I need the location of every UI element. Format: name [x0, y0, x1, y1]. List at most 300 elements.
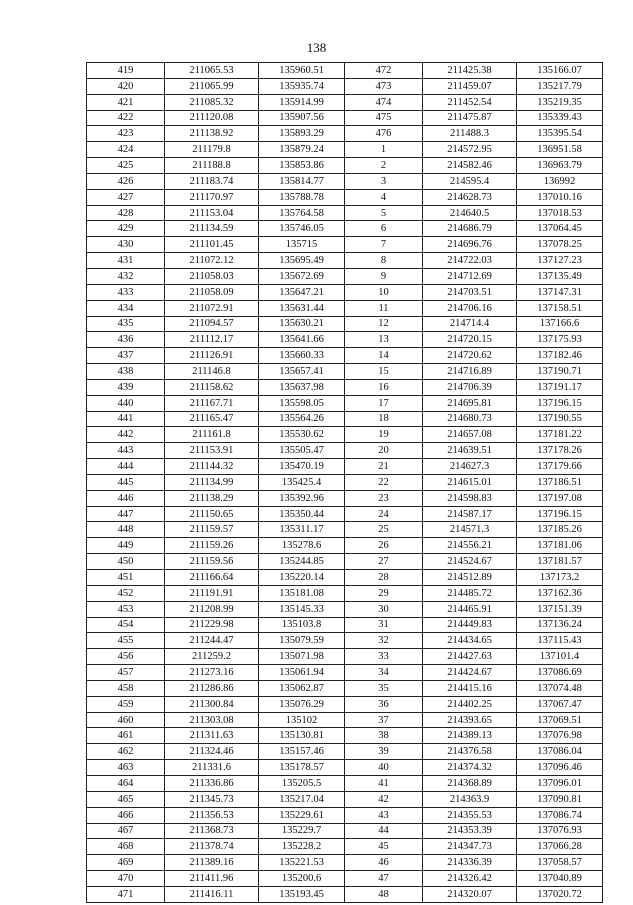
- x-coordinate-cell: 214449.83: [423, 617, 517, 633]
- x-coordinate-cell: 211259.2: [165, 649, 259, 665]
- x-coordinate-cell: 214639.51: [423, 443, 517, 459]
- x-coordinate-cell: 211345.73: [165, 791, 259, 807]
- point-number-cell: 461: [87, 728, 165, 744]
- point-number-cell: 15: [345, 364, 423, 380]
- point-number-cell: 36: [345, 696, 423, 712]
- table-row: [87, 807, 603, 823]
- x-coordinate-cell: 214627.3: [423, 459, 517, 475]
- point-number-cell: 12: [345, 316, 423, 332]
- y-coordinate-cell: 137020.72: [517, 886, 603, 902]
- point-number-cell: 440: [87, 395, 165, 411]
- x-coordinate-cell: 211138.92: [165, 126, 259, 142]
- point-number-cell: 476: [345, 126, 423, 142]
- table-row: [87, 348, 603, 364]
- point-number-cell: 454: [87, 617, 165, 633]
- y-coordinate-cell: 135660.33: [259, 348, 345, 364]
- table-row: [87, 189, 603, 205]
- y-coordinate-cell: 135879.24: [259, 142, 345, 158]
- y-coordinate-cell: 135217.79: [517, 78, 603, 94]
- point-number-cell: 16: [345, 379, 423, 395]
- point-number-cell: 45: [345, 839, 423, 855]
- y-coordinate-cell: 137090.81: [517, 791, 603, 807]
- y-coordinate-cell: 135630.21: [259, 316, 345, 332]
- table-row: [87, 680, 603, 696]
- y-coordinate-cell: 135350.44: [259, 506, 345, 522]
- table-row: [87, 712, 603, 728]
- y-coordinate-cell: 137010.16: [517, 189, 603, 205]
- x-coordinate-cell: 211159.26: [165, 538, 259, 554]
- x-coordinate-cell: 211153.91: [165, 443, 259, 459]
- table-row: [87, 696, 603, 712]
- x-coordinate-cell: 211336.86: [165, 775, 259, 791]
- x-coordinate-cell: 214695.81: [423, 395, 517, 411]
- y-coordinate-cell: 135217.04: [259, 791, 345, 807]
- y-coordinate-cell: 137135.49: [517, 268, 603, 284]
- table-row: [87, 379, 603, 395]
- x-coordinate-cell: 211158.62: [165, 379, 259, 395]
- y-coordinate-cell: 135278.6: [259, 538, 345, 554]
- x-coordinate-cell: 214393.65: [423, 712, 517, 728]
- point-number-cell: 439: [87, 379, 165, 395]
- x-coordinate-cell: 211303.08: [165, 712, 259, 728]
- table-row: [87, 126, 603, 142]
- y-coordinate-cell: 137178.26: [517, 443, 603, 459]
- point-number-cell: 447: [87, 506, 165, 522]
- y-coordinate-cell: 135853.86: [259, 158, 345, 174]
- table-row: [87, 221, 603, 237]
- point-number-cell: 452: [87, 585, 165, 601]
- x-coordinate-cell: 211144.32: [165, 459, 259, 475]
- table-row: [87, 142, 603, 158]
- point-number-cell: 41: [345, 775, 423, 791]
- point-number-cell: 425: [87, 158, 165, 174]
- x-coordinate-cell: 214595.4: [423, 173, 517, 189]
- point-number-cell: 457: [87, 665, 165, 681]
- y-coordinate-cell: 137096.46: [517, 760, 603, 776]
- y-coordinate-cell: 135470.19: [259, 459, 345, 475]
- y-coordinate-cell: 135530.62: [259, 427, 345, 443]
- point-number-cell: 22: [345, 474, 423, 490]
- point-number-cell: 2: [345, 158, 423, 174]
- x-coordinate-cell: 211072.91: [165, 300, 259, 316]
- point-number-cell: 419: [87, 63, 165, 79]
- point-number-cell: 47: [345, 871, 423, 887]
- x-coordinate-cell: 211159.56: [165, 554, 259, 570]
- point-number-cell: 436: [87, 332, 165, 348]
- y-coordinate-cell: 135505.47: [259, 443, 345, 459]
- point-number-cell: 420: [87, 78, 165, 94]
- point-number-cell: 449: [87, 538, 165, 554]
- point-number-cell: 11: [345, 300, 423, 316]
- x-coordinate-cell: 211159.57: [165, 522, 259, 538]
- point-number-cell: 444: [87, 459, 165, 475]
- y-coordinate-cell: 135079.59: [259, 633, 345, 649]
- y-coordinate-cell: 135181.08: [259, 585, 345, 601]
- table-row: [87, 443, 603, 459]
- y-coordinate-cell: 135205.5: [259, 775, 345, 791]
- table-row: [87, 855, 603, 871]
- y-coordinate-cell: 137096.01: [517, 775, 603, 791]
- y-coordinate-cell: 135647.21: [259, 284, 345, 300]
- point-number-cell: 29: [345, 585, 423, 601]
- table-row: [87, 300, 603, 316]
- x-coordinate-cell: 211153.04: [165, 205, 259, 221]
- point-number-cell: 8: [345, 253, 423, 269]
- y-coordinate-cell: 137175.93: [517, 332, 603, 348]
- y-coordinate-cell: 137136.24: [517, 617, 603, 633]
- point-number-cell: 432: [87, 268, 165, 284]
- point-number-cell: 462: [87, 744, 165, 760]
- x-coordinate-cell: 214376.58: [423, 744, 517, 760]
- table-row: [87, 474, 603, 490]
- point-number-cell: 17: [345, 395, 423, 411]
- table-row: [87, 158, 603, 174]
- y-coordinate-cell: 137067.47: [517, 696, 603, 712]
- point-number-cell: 5: [345, 205, 423, 221]
- y-coordinate-cell: 135062.87: [259, 680, 345, 696]
- x-coordinate-cell: 214427.63: [423, 649, 517, 665]
- x-coordinate-cell: 214615.01: [423, 474, 517, 490]
- point-number-cell: 470: [87, 871, 165, 887]
- y-coordinate-cell: 137040.89: [517, 871, 603, 887]
- point-number-cell: 467: [87, 823, 165, 839]
- y-coordinate-cell: 135695.49: [259, 253, 345, 269]
- y-coordinate-cell: 135764.58: [259, 205, 345, 221]
- y-coordinate-cell: 135907.56: [259, 110, 345, 126]
- y-coordinate-cell: 137078.25: [517, 237, 603, 253]
- y-coordinate-cell: 137197.08: [517, 490, 603, 506]
- y-coordinate-cell: 135229.7: [259, 823, 345, 839]
- point-number-cell: 19: [345, 427, 423, 443]
- y-coordinate-cell: 135339.43: [517, 110, 603, 126]
- y-coordinate-cell: 137191.17: [517, 379, 603, 395]
- table-row: [87, 237, 603, 253]
- y-coordinate-cell: 135071.98: [259, 649, 345, 665]
- point-number-cell: 465: [87, 791, 165, 807]
- x-coordinate-cell: 211452.54: [423, 94, 517, 110]
- x-coordinate-cell: 211324.46: [165, 744, 259, 760]
- x-coordinate-cell: 214336.39: [423, 855, 517, 871]
- y-coordinate-cell: 137064.45: [517, 221, 603, 237]
- point-number-cell: 450: [87, 554, 165, 570]
- x-coordinate-cell: 214720.15: [423, 332, 517, 348]
- point-number-cell: 23: [345, 490, 423, 506]
- point-number-cell: 429: [87, 221, 165, 237]
- y-coordinate-cell: 135914.99: [259, 94, 345, 110]
- x-coordinate-cell: 211134.59: [165, 221, 259, 237]
- x-coordinate-cell: 214714.4: [423, 316, 517, 332]
- x-coordinate-cell: 214572.95: [423, 142, 517, 158]
- x-coordinate-cell: 211166.64: [165, 570, 259, 586]
- x-coordinate-cell: 211389.16: [165, 855, 259, 871]
- x-coordinate-cell: 211183.74: [165, 173, 259, 189]
- y-coordinate-cell: 135157.46: [259, 744, 345, 760]
- x-coordinate-cell: 211331.6: [165, 760, 259, 776]
- point-number-cell: 35: [345, 680, 423, 696]
- x-coordinate-cell: 214320.07: [423, 886, 517, 902]
- y-coordinate-cell: 135311.17: [259, 522, 345, 538]
- y-coordinate-cell: 135395.54: [517, 126, 603, 142]
- y-coordinate-cell: 135228.2: [259, 839, 345, 855]
- x-coordinate-cell: 211244.47: [165, 633, 259, 649]
- x-coordinate-cell: 211378.74: [165, 839, 259, 855]
- point-number-cell: 6: [345, 221, 423, 237]
- x-coordinate-cell: 214512.89: [423, 570, 517, 586]
- x-coordinate-cell: 214680.73: [423, 411, 517, 427]
- table-row: [87, 649, 603, 665]
- table-row: [87, 268, 603, 284]
- x-coordinate-cell: 211150.65: [165, 506, 259, 522]
- table-row: [87, 173, 603, 189]
- y-coordinate-cell: 137190.55: [517, 411, 603, 427]
- x-coordinate-cell: 214703.51: [423, 284, 517, 300]
- y-coordinate-cell: 137069.51: [517, 712, 603, 728]
- x-coordinate-cell: 214402.25: [423, 696, 517, 712]
- point-number-cell: 14: [345, 348, 423, 364]
- table-row: [87, 506, 603, 522]
- point-number-cell: 7: [345, 237, 423, 253]
- x-coordinate-cell: 211229.98: [165, 617, 259, 633]
- point-number-cell: 472: [345, 63, 423, 79]
- y-coordinate-cell: 136963.79: [517, 158, 603, 174]
- x-coordinate-cell: 214368.89: [423, 775, 517, 791]
- x-coordinate-cell: 211120.08: [165, 110, 259, 126]
- point-number-cell: 445: [87, 474, 165, 490]
- table-row: [87, 522, 603, 538]
- page-number: 138: [306, 40, 327, 55]
- y-coordinate-cell: 137086.69: [517, 665, 603, 681]
- x-coordinate-cell: 214424.67: [423, 665, 517, 681]
- x-coordinate-cell: 214722.03: [423, 253, 517, 269]
- y-coordinate-cell: 135219.35: [517, 94, 603, 110]
- y-coordinate-cell: 137076.93: [517, 823, 603, 839]
- point-number-cell: 421: [87, 94, 165, 110]
- x-coordinate-cell: 214363.9: [423, 791, 517, 807]
- y-coordinate-cell: 137151.39: [517, 601, 603, 617]
- point-number-cell: 438: [87, 364, 165, 380]
- x-coordinate-cell: 214485.72: [423, 585, 517, 601]
- table-row: [87, 760, 603, 776]
- table-row: [87, 744, 603, 760]
- x-coordinate-cell: 211085.32: [165, 94, 259, 110]
- y-coordinate-cell: 137147.31: [517, 284, 603, 300]
- x-coordinate-cell: 214374.32: [423, 760, 517, 776]
- x-coordinate-cell: 211488.3: [423, 126, 517, 142]
- point-number-cell: 448: [87, 522, 165, 538]
- y-coordinate-cell: 135166.07: [517, 63, 603, 79]
- table-row: [87, 253, 603, 269]
- y-coordinate-cell: 135657.41: [259, 364, 345, 380]
- y-coordinate-cell: 135076.29: [259, 696, 345, 712]
- point-number-cell: 466: [87, 807, 165, 823]
- point-number-cell: 33: [345, 649, 423, 665]
- point-number-cell: 423: [87, 126, 165, 142]
- point-number-cell: 459: [87, 696, 165, 712]
- x-coordinate-cell: 211126.91: [165, 348, 259, 364]
- y-coordinate-cell: 135229.61: [259, 807, 345, 823]
- y-coordinate-cell: 135893.29: [259, 126, 345, 142]
- table-row: [87, 871, 603, 887]
- point-number-cell: 25: [345, 522, 423, 538]
- point-number-cell: 434: [87, 300, 165, 316]
- x-coordinate-cell: 211300.84: [165, 696, 259, 712]
- y-coordinate-cell: 135425.4: [259, 474, 345, 490]
- table-row: [87, 427, 603, 443]
- x-coordinate-cell: 211161.8: [165, 427, 259, 443]
- point-number-cell: 451: [87, 570, 165, 586]
- x-coordinate-cell: 214657.08: [423, 427, 517, 443]
- point-number-cell: 34: [345, 665, 423, 681]
- x-coordinate-cell: 211311.63: [165, 728, 259, 744]
- point-number-cell: 433: [87, 284, 165, 300]
- x-coordinate-cell: 211138.29: [165, 490, 259, 506]
- x-coordinate-cell: 211416.11: [165, 886, 259, 902]
- table-row: [87, 490, 603, 506]
- point-number-cell: 39: [345, 744, 423, 760]
- x-coordinate-cell: 211112.17: [165, 332, 259, 348]
- table-row: [87, 665, 603, 681]
- point-number-cell: 464: [87, 775, 165, 791]
- y-coordinate-cell: 135746.05: [259, 221, 345, 237]
- point-number-cell: 453: [87, 601, 165, 617]
- y-coordinate-cell: 135221.53: [259, 855, 345, 871]
- point-number-cell: 430: [87, 237, 165, 253]
- table-row: [87, 395, 603, 411]
- y-coordinate-cell: 135193.45: [259, 886, 345, 902]
- point-number-cell: 463: [87, 760, 165, 776]
- point-number-cell: 431: [87, 253, 165, 269]
- point-number-cell: 443: [87, 443, 165, 459]
- y-coordinate-cell: 135102: [259, 712, 345, 728]
- y-coordinate-cell: 135220.14: [259, 570, 345, 586]
- y-coordinate-cell: 137162.36: [517, 585, 603, 601]
- point-number-cell: 21: [345, 459, 423, 475]
- point-number-cell: 468: [87, 839, 165, 855]
- x-coordinate-cell: 211065.53: [165, 63, 259, 79]
- point-number-cell: 473: [345, 78, 423, 94]
- y-coordinate-cell: 135178.57: [259, 760, 345, 776]
- table-row: [87, 94, 603, 110]
- point-number-cell: 32: [345, 633, 423, 649]
- table-row: [87, 78, 603, 94]
- table-row: [87, 728, 603, 744]
- y-coordinate-cell: 137181.22: [517, 427, 603, 443]
- x-coordinate-cell: 211368.73: [165, 823, 259, 839]
- point-number-cell: 20: [345, 443, 423, 459]
- table-row: [87, 538, 603, 554]
- x-coordinate-cell: 214696.76: [423, 237, 517, 253]
- x-coordinate-cell: 211179.8: [165, 142, 259, 158]
- x-coordinate-cell: 214582.46: [423, 158, 517, 174]
- x-coordinate-cell: 211058.03: [165, 268, 259, 284]
- y-coordinate-cell: 137173.2: [517, 570, 603, 586]
- x-coordinate-cell: 211072.12: [165, 253, 259, 269]
- y-coordinate-cell: 137086.04: [517, 744, 603, 760]
- y-coordinate-cell: 135244.85: [259, 554, 345, 570]
- y-coordinate-cell: 137190.71: [517, 364, 603, 380]
- x-coordinate-cell: 211475.87: [423, 110, 517, 126]
- y-coordinate-cell: 136951.58: [517, 142, 603, 158]
- point-number-cell: 48: [345, 886, 423, 902]
- point-number-cell: 37: [345, 712, 423, 728]
- table-row: [87, 601, 603, 617]
- point-number-cell: 18: [345, 411, 423, 427]
- x-coordinate-cell: 211170.97: [165, 189, 259, 205]
- y-coordinate-cell: 137101.4: [517, 649, 603, 665]
- x-coordinate-cell: 211167.71: [165, 395, 259, 411]
- x-coordinate-cell: 214706.39: [423, 379, 517, 395]
- x-coordinate-cell: 211058.09: [165, 284, 259, 300]
- point-number-cell: 24: [345, 506, 423, 522]
- y-coordinate-cell: 137018.53: [517, 205, 603, 221]
- point-number-cell: 458: [87, 680, 165, 696]
- x-coordinate-cell: 214389.13: [423, 728, 517, 744]
- table-row: [87, 554, 603, 570]
- y-coordinate-cell: 135672.69: [259, 268, 345, 284]
- table-row: [87, 570, 603, 586]
- y-coordinate-cell: 137179.66: [517, 459, 603, 475]
- point-number-cell: 13: [345, 332, 423, 348]
- table-row: [87, 633, 603, 649]
- table-row: [87, 791, 603, 807]
- point-number-cell: 456: [87, 649, 165, 665]
- y-coordinate-cell: 135130.81: [259, 728, 345, 744]
- point-number-cell: 28: [345, 570, 423, 586]
- x-coordinate-cell: 211165.47: [165, 411, 259, 427]
- x-coordinate-cell: 214716.89: [423, 364, 517, 380]
- y-coordinate-cell: 135598.05: [259, 395, 345, 411]
- x-coordinate-cell: 214587.17: [423, 506, 517, 522]
- point-number-cell: 427: [87, 189, 165, 205]
- y-coordinate-cell: 137066.28: [517, 839, 603, 855]
- table-row: [87, 585, 603, 601]
- x-coordinate-cell: 214712.69: [423, 268, 517, 284]
- x-coordinate-cell: 214434.65: [423, 633, 517, 649]
- x-coordinate-cell: 214706.16: [423, 300, 517, 316]
- y-coordinate-cell: 137181.06: [517, 538, 603, 554]
- y-coordinate-cell: 135814.77: [259, 173, 345, 189]
- point-number-cell: 469: [87, 855, 165, 871]
- y-coordinate-cell: 137181.57: [517, 554, 603, 570]
- point-number-cell: 471: [87, 886, 165, 902]
- y-coordinate-cell: 135788.78: [259, 189, 345, 205]
- y-coordinate-cell: 137158.51: [517, 300, 603, 316]
- point-number-cell: 46: [345, 855, 423, 871]
- point-number-cell: 3: [345, 173, 423, 189]
- x-coordinate-cell: 211134.99: [165, 474, 259, 490]
- x-coordinate-cell: 211356.53: [165, 807, 259, 823]
- x-coordinate-cell: 211101.45: [165, 237, 259, 253]
- point-number-cell: 442: [87, 427, 165, 443]
- y-coordinate-cell: 135200.6: [259, 871, 345, 887]
- point-number-cell: 437: [87, 348, 165, 364]
- point-number-cell: 27: [345, 554, 423, 570]
- y-coordinate-cell: 135061.94: [259, 665, 345, 681]
- point-number-cell: 40: [345, 760, 423, 776]
- point-number-cell: 9: [345, 268, 423, 284]
- y-coordinate-cell: 135564.26: [259, 411, 345, 427]
- y-coordinate-cell: 137115.43: [517, 633, 603, 649]
- table-row: [87, 617, 603, 633]
- table-row: [87, 775, 603, 791]
- table-row: [87, 63, 603, 79]
- x-coordinate-cell: 214628.73: [423, 189, 517, 205]
- x-coordinate-cell: 214720.62: [423, 348, 517, 364]
- y-coordinate-cell: 137166.6: [517, 316, 603, 332]
- coordinates-table: [86, 62, 603, 903]
- coordinates-table-body: [87, 63, 603, 903]
- y-coordinate-cell: 135145.33: [259, 601, 345, 617]
